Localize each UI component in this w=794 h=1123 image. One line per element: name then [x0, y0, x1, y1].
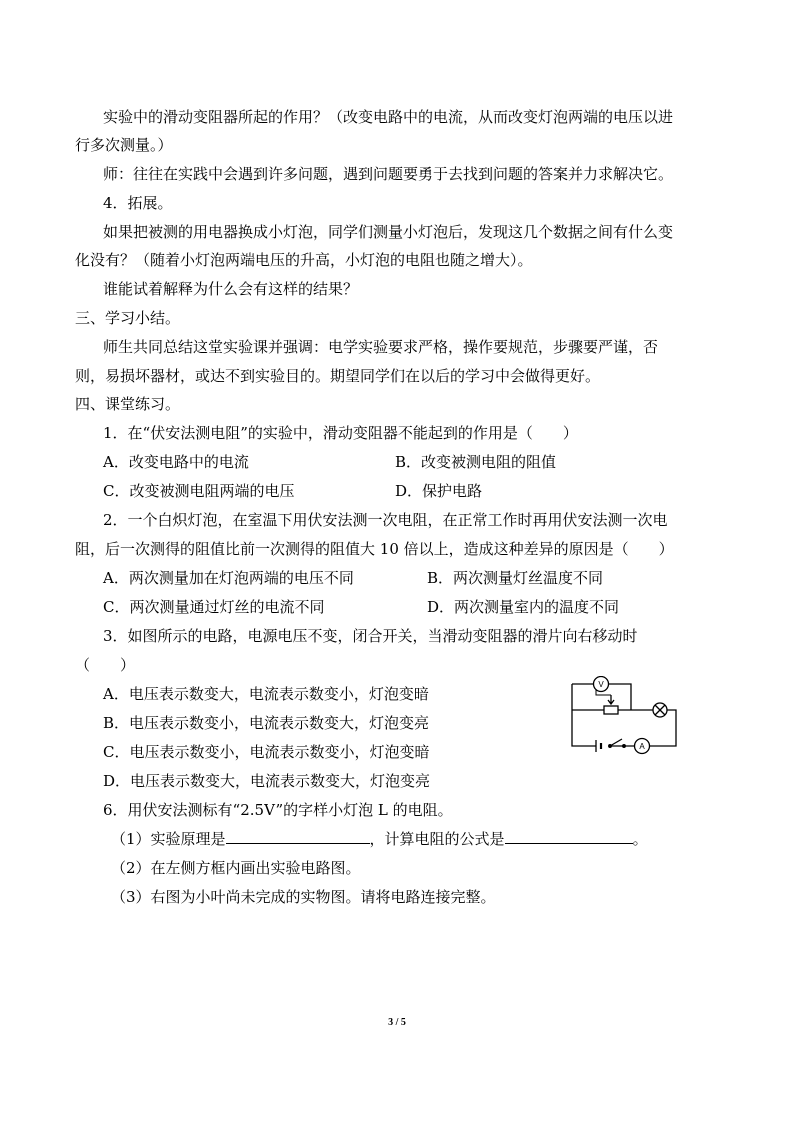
section-summary: 三、学习小结。 [75, 309, 181, 327]
para-summary-line2: 则，易损坏器材，或达不到实验目的。期望同学们在以后的学习中会做得更好。 [75, 367, 601, 385]
rheostat-slider [608, 695, 614, 704]
ammeter-label: A [639, 742, 645, 751]
q6-sub1 [111, 829, 648, 849]
q6-stem: 6．用伏安法测标有“2.5V”的字样小灯泡 L 的电阻。 [103, 801, 453, 819]
q2-option-d: D．两次测量室内的温度不同 [427, 598, 620, 616]
q1-option-a: A．改变电路中的电流 [103, 453, 249, 471]
voltmeter-label: V [598, 680, 604, 689]
q2-option-b: B．两次测量灯丝温度不同 [427, 569, 604, 587]
q2-option-a: A．两次测量加在灯泡两端的电压不同 [103, 569, 354, 587]
q3-option-b: B．电压表示数变小，电流表示数变大，灯泡变亮 [103, 714, 430, 732]
q3-option-d: D．电压表示数变大，电流表示数变大，灯泡变亮 [103, 772, 431, 790]
q6-sub1-end: 。 [632, 830, 648, 848]
rheostat-body [604, 706, 618, 714]
q3-stem-line1: 3．如图所示的电路，电源电压不变，闭合开关，当滑动变阻器的滑片向右移动时 [103, 627, 638, 645]
principle-answer-blank[interactable] [226, 829, 370, 844]
q2-option-c: C．两次测量通过灯丝的电流不同 [103, 598, 325, 616]
heading-extension: 4．拓展。 [103, 194, 173, 212]
section-exercises: 四、课堂练习。 [75, 395, 181, 413]
q3-stem-line2: （ ） [75, 656, 136, 674]
q6-sub1-formula-label: ，计算电阻的公式是 [369, 830, 505, 848]
q6-sub2: （2）在左侧方框内画出实验电路图。 [111, 859, 361, 877]
para-teacher: 师：往往在实践中会遇到许多问题，遇到问题要勇于去找到问题的答案并力求解决它。 [103, 165, 674, 183]
q3-option-c: C．电压表示数变小，电流表示数变小，灯泡变暗 [103, 743, 430, 761]
q1-option-b: B．改变被测电阻的阻值 [395, 453, 557, 471]
q6-sub1-principle-label: （1）实验原理是 [111, 830, 226, 848]
q1-option-c: C．改变被测电阻两端的电压 [103, 482, 295, 500]
para-bulb-line2: 化没有？（随着小灯泡两端电压的升高，小灯泡的电阻也随之增大）。 [75, 251, 533, 269]
q2-stem-line2: 阻，后一次测得的阻值比前一次测得的阻值大 10 倍以上，造成这种差异的原因是（ ） [75, 540, 674, 558]
para-bulb-line1: 如果把被测的用电器换成小灯泡，同学们测量小灯泡后，发现这几个数据之间有什么变 [103, 223, 674, 241]
q3-circuit-diagram [566, 676, 682, 756]
q2-stem-line1: 2．一个白炽灯泡，在室温下用伏安法测一次电阻，在正常工作时再用伏安法测一次电 [103, 511, 668, 529]
page-number: 3 / 5 [388, 1017, 406, 1028]
q6-sub3: （3）右图为小叶尚未完成的实物图。请将电路连接完整。 [111, 888, 496, 906]
para-summary-line1: 师生共同总结这堂实验课并强调：电学实验要求严格，操作要规范，步骤要严谨，否 [103, 338, 659, 356]
para-rheostat-role-line1: 实验中的滑动变阻器所起的作用？（改变电路中的电流，从而改变灯泡两端的电压以进 [103, 108, 674, 126]
q1-stem: 1．在“伏安法测电阻”的实验中，滑动变阻器不能起到的作用是（ ） [103, 424, 578, 442]
switch-blade [610, 739, 622, 746]
q1-option-d: D．保护电路 [395, 482, 483, 500]
q3-option-a: A．电压表示数变大，电流表示数变小，灯泡变暗 [103, 685, 429, 703]
para-explain: 谁能试着解释为什么会有这样的结果？ [103, 280, 359, 298]
para-rheostat-role-line2: 行多次测量。） [75, 136, 173, 154]
formula-answer-blank[interactable] [505, 829, 633, 844]
